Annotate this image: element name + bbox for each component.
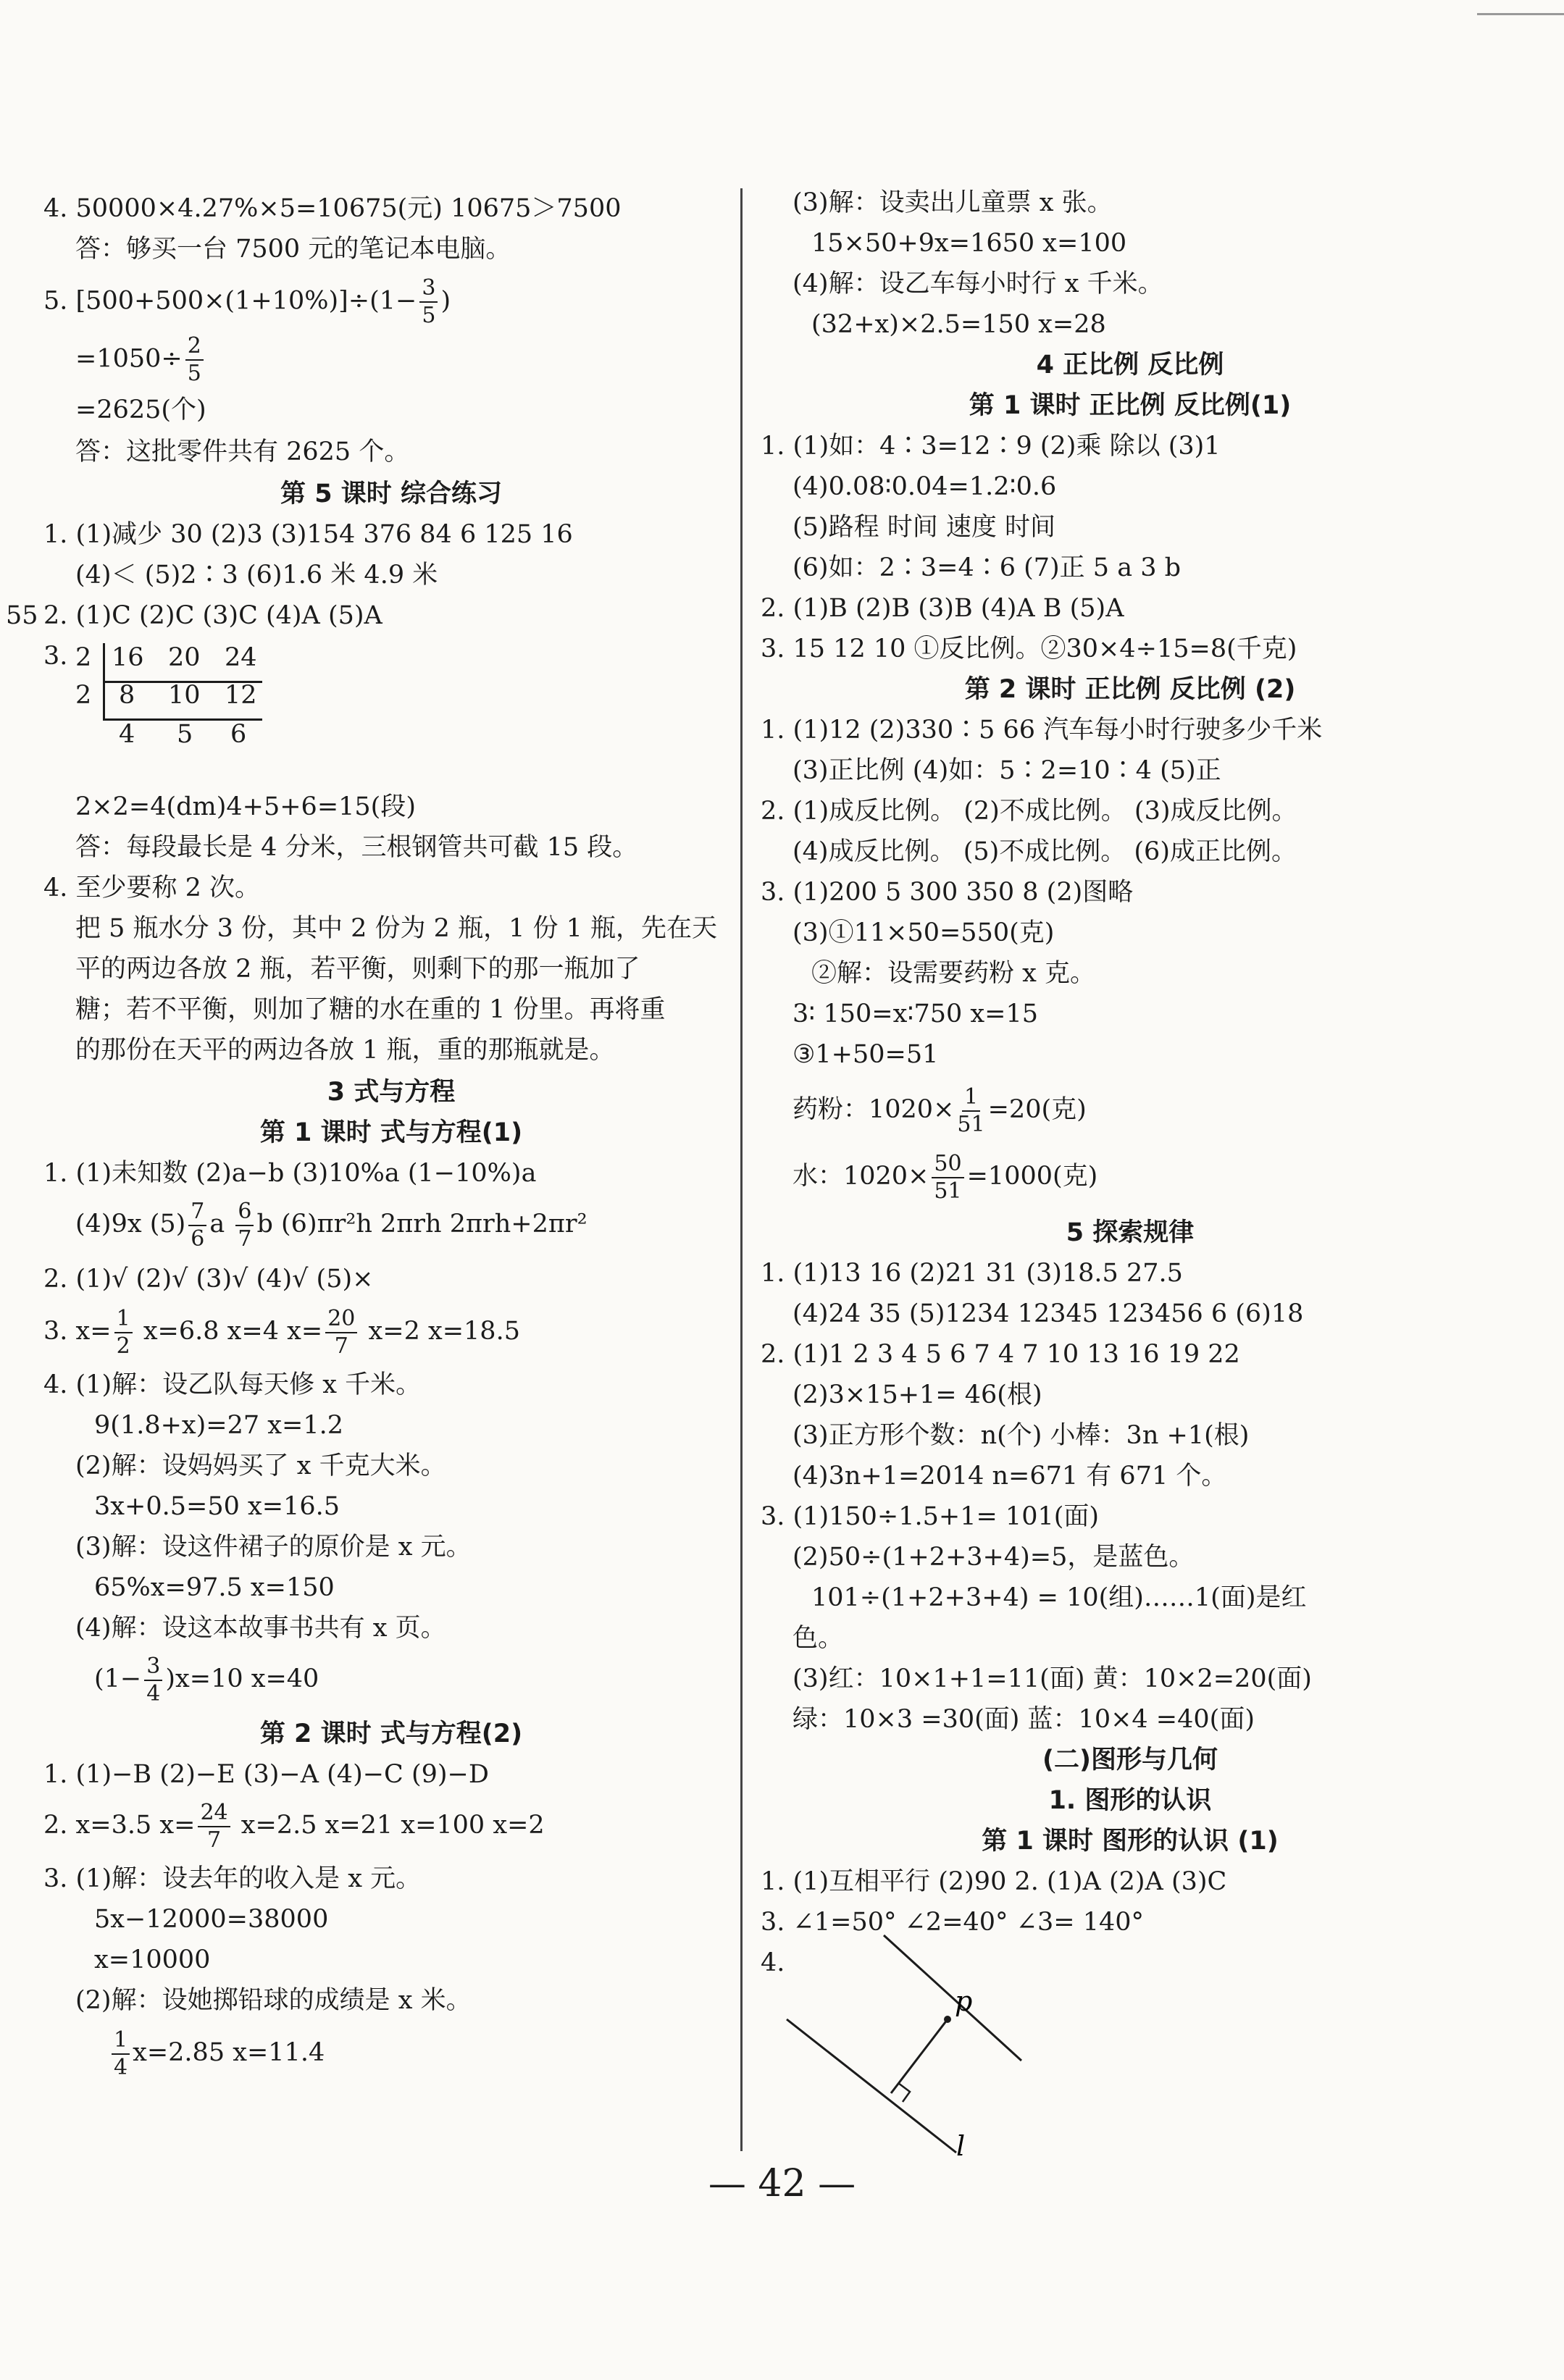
text-line: 平的两边各放 2 瓶，若平衡，则剩下的那一瓶加了 bbox=[75, 955, 640, 984]
text-line: 2. (1)成反比例。 (2)不成比例。 (3)成反比例。 bbox=[761, 797, 1297, 826]
text-line: 65%x=97.5 x=150 bbox=[94, 1573, 335, 1602]
text-line: (4)解：设乙车每小时行 x 千米。 bbox=[793, 269, 1163, 298]
text-line: 1. (1)如：4∶3=12∶9 (2)乘 除以 (3)1 bbox=[761, 432, 1221, 461]
point-p bbox=[944, 2016, 951, 2023]
text-line: (3)正比例 (4)如：5∶2=10∶4 (5)正 bbox=[793, 756, 1221, 785]
line-l bbox=[787, 2019, 956, 2153]
text-line: 3x+0.5=50 x=16.5 bbox=[94, 1492, 340, 1521]
text-line: 3. 15 12 10 ①反比例。②30×4÷15=8(千克) bbox=[761, 634, 1297, 663]
text-line: (2)50÷(1+2+3+4)=5，是蓝色。 bbox=[793, 1543, 1195, 1572]
text-line: 1. (1)未知数 (2)a−b (3)10%a (1−10%)a bbox=[43, 1159, 537, 1188]
parallel-line bbox=[884, 1935, 1021, 2061]
text-line: 1. (1)−B (2)−E (3)−A (4)−C (9)−D bbox=[43, 1760, 489, 1789]
text-line: 4. 50000×4.27%×5=10675(元) 10675＞7500 bbox=[43, 194, 622, 223]
text-line: 2. x=3.5 x= $\frac{24}{7}$ x=2.5 x=21 x=100 x=2 bbox=[43, 1799, 545, 1853]
text-line: (1− $\frac{3}{4}$ )x=10 x=40 bbox=[94, 1653, 319, 1706]
column-divider bbox=[740, 188, 743, 2151]
text-line: (3)正方形个数：n(个) 小棒：3n +1(根) bbox=[793, 1421, 1250, 1450]
text-line: ②解：设需要药粉 x 克。 bbox=[811, 959, 1095, 988]
text-line: 3. ∠1=50° ∠2=40° ∠3= 140° bbox=[761, 1908, 1145, 1937]
text-line: 把 5 瓶水分 3 份，其中 2 份为 2 瓶，1 份 1 瓶，先在天 bbox=[75, 914, 717, 943]
page-number: — 42 — bbox=[708, 2162, 856, 2205]
text-line: 5x−12000=38000 bbox=[94, 1905, 329, 1934]
text-line: 2. (1)√ (2)√ (3)√ (4)√ (5)× bbox=[43, 1265, 374, 1294]
text-line: =1050÷ $\frac{2}{5}$ bbox=[75, 333, 206, 384]
text-line: (6)如：2∶3=4∶6 (7)正 5 a 3 b bbox=[793, 553, 1181, 582]
text-line: 药粉：1020× $\frac{1}{51}$ =20(克) bbox=[793, 1084, 1087, 1137]
text-line: 答：够买一台 7500 元的笔记本电脑。 bbox=[75, 235, 511, 264]
text-line: ③1+50=51 bbox=[793, 1040, 939, 1069]
text-line: 4. 至少要称 2 次。 bbox=[43, 873, 261, 902]
text-line: 的那份在天平的两边各放 1 瓶，重的那瓶就是。 bbox=[75, 1036, 615, 1065]
text-line: 2. (1)1 2 3 4 5 6 7 4 7 10 13 16 19 22 bbox=[761, 1340, 1240, 1369]
text-line: 色。 bbox=[793, 1624, 844, 1653]
text-line: =2625(个) bbox=[75, 395, 206, 424]
label-l: l bbox=[956, 2130, 966, 2158]
text-line: (32+x)×2.5=150 x=28 bbox=[811, 310, 1106, 339]
lesson-title: 第 1 课时 式与方程(1) bbox=[259, 1118, 523, 1147]
top-rule bbox=[1477, 13, 1564, 15]
text-line: 水：1020× $\frac{50}{51}$ =1000(克) bbox=[793, 1150, 1098, 1204]
text-line: 3∶ 150=x∶750 x=15 bbox=[793, 1000, 1039, 1028]
text-line: (2)3×15+1= 46(根) bbox=[793, 1380, 1042, 1409]
lesson-title: 第 5 课时 综合练习 bbox=[280, 479, 502, 508]
section-title: 4 正比例 反比例 bbox=[1036, 351, 1224, 380]
text-line: 9(1.8+x)=27 x=1.2 bbox=[94, 1411, 344, 1440]
text-line: (4)解：设这本故事书共有 x 页。 bbox=[75, 1614, 446, 1643]
division-ladder: 2 16 20 24 2 8 10 12 4 5 6 bbox=[75, 636, 293, 759]
text-line: 1. (1)12 (2)330∶5 66 汽车每小时行驶多少千米 bbox=[761, 716, 1323, 745]
text-line: 糖；若不平衡，则加了糖的水在重的 1 份里。再将重 bbox=[75, 995, 666, 1024]
text-line: 2×2=4(dm)4+5+6=15(段) bbox=[75, 792, 416, 821]
text-line: 答：这批零件共有 2625 个。 bbox=[75, 437, 410, 466]
section-title: 1. 图形的认识 bbox=[1048, 1786, 1212, 1815]
text-line: 5. [500+500×(1+10%)]÷(1− $\frac{3}{5}$ ) bbox=[43, 275, 451, 328]
text-line: 3. (1)150÷1.5+1= 101(面) bbox=[761, 1502, 1100, 1531]
part-title: (二)图形与几何 bbox=[1042, 1746, 1218, 1774]
perpendicular-segment bbox=[891, 2019, 948, 2093]
lesson-title: 第 2 课时 式与方程(2) bbox=[259, 1719, 523, 1748]
text-line: (3)红：10×1+1=11(面) 黄：10×2=20(面) bbox=[793, 1664, 1312, 1693]
text-line: 15×50+9x=1650 x=100 bbox=[811, 229, 1127, 258]
text-line: (4)3n+1=2014 n=671 有 671 个。 bbox=[793, 1462, 1227, 1491]
text-line: (2)解：设妈妈买了 x 千克大米。 bbox=[75, 1451, 446, 1480]
text-line: (4)＜ (5)2∶3 (6)1.6 米 4.9 米 bbox=[75, 561, 438, 590]
text-line: 4. bbox=[761, 1948, 785, 1977]
text-line: (4)成反比例。 (5)不成比例。 (6)成正比例。 bbox=[793, 837, 1297, 866]
text-line: 1. (1)互相平行 (2)90 2. (1)A (2)A (3)C bbox=[761, 1867, 1227, 1896]
section-title: 3 式与方程 bbox=[327, 1078, 456, 1107]
text-line: (3)①11×50=550(克) bbox=[793, 918, 1055, 947]
margin-mark: 55 bbox=[6, 601, 38, 630]
text-line: 3. (1)解：设去年的收入是 x 元。 bbox=[43, 1864, 422, 1893]
text-line: (2)解：设她掷铅球的成绩是 x 米。 bbox=[75, 1986, 472, 2015]
perpendicular-figure bbox=[782, 1919, 1043, 2158]
text-line: 绿：10×3 =30(面) 蓝：10×4 =40(面) bbox=[793, 1705, 1255, 1734]
text-line: 3. bbox=[43, 642, 68, 671]
text-line: 4. (1)解：设乙队每天修 x 千米。 bbox=[43, 1370, 422, 1399]
text-line: 1. (1)13 16 (2)21 31 (3)18.5 27.5 bbox=[761, 1259, 1183, 1288]
text-line: x=10000 bbox=[94, 1945, 211, 1974]
text-line: (4)0.08∶0.04=1.2∶0.6 bbox=[793, 472, 1057, 501]
text-line: 答：每段最长是 4 分米，三根钢管共可截 15 段。 bbox=[75, 833, 638, 862]
section-title: 5 探索规律 bbox=[1066, 1218, 1195, 1247]
text-line: 3. x= $\frac{1}{2}$ x=6.8 x=4 x= $\frac{20}{7}$ x=2 x=18.5 bbox=[43, 1305, 520, 1359]
text-line: 101÷(1+2+3+4) = 10(组)……1(面)是红 bbox=[811, 1583, 1307, 1612]
right-angle-mark bbox=[898, 2083, 910, 2102]
text-line: 2. (1)C (2)C (3)C (4)A (5)A bbox=[43, 601, 382, 630]
text-line: 3. (1)200 5 300 350 8 (2)图略 bbox=[761, 878, 1134, 907]
text-line: (3)解：设卖出儿童票 x 张。 bbox=[793, 188, 1113, 217]
text-line: (3)解：设这件裙子的原价是 x 元。 bbox=[75, 1533, 472, 1562]
text-line: $\frac{1}{4}$ x=2.85 x=11.4 bbox=[109, 2025, 325, 2080]
text-line: 2. (1)B (2)B (3)B (4)A B (5)A bbox=[761, 594, 1124, 623]
lesson-title: 第 2 课时 正比例 反比例 (2) bbox=[964, 675, 1296, 704]
text-line: (4)9x (5) $\frac{7}{6}$ a $\frac{6}{7}$ b (6)πr²h 2πrh 2πrh+2πr² bbox=[75, 1198, 587, 1252]
lesson-title: 第 1 课时 正比例 反比例(1) bbox=[969, 391, 1292, 420]
text-line: 1. (1)减少 30 (2)3 (3)154 376 84 6 125 16 bbox=[43, 520, 573, 549]
label-p: p bbox=[955, 1985, 973, 2017]
text-line: (4)24 35 (5)1234 12345 123456 6 (6)18 bbox=[793, 1299, 1304, 1328]
lesson-title: 第 1 课时 图形的认识 (1) bbox=[982, 1827, 1279, 1856]
text-line: (5)路程 时间 速度 时间 bbox=[793, 513, 1055, 542]
